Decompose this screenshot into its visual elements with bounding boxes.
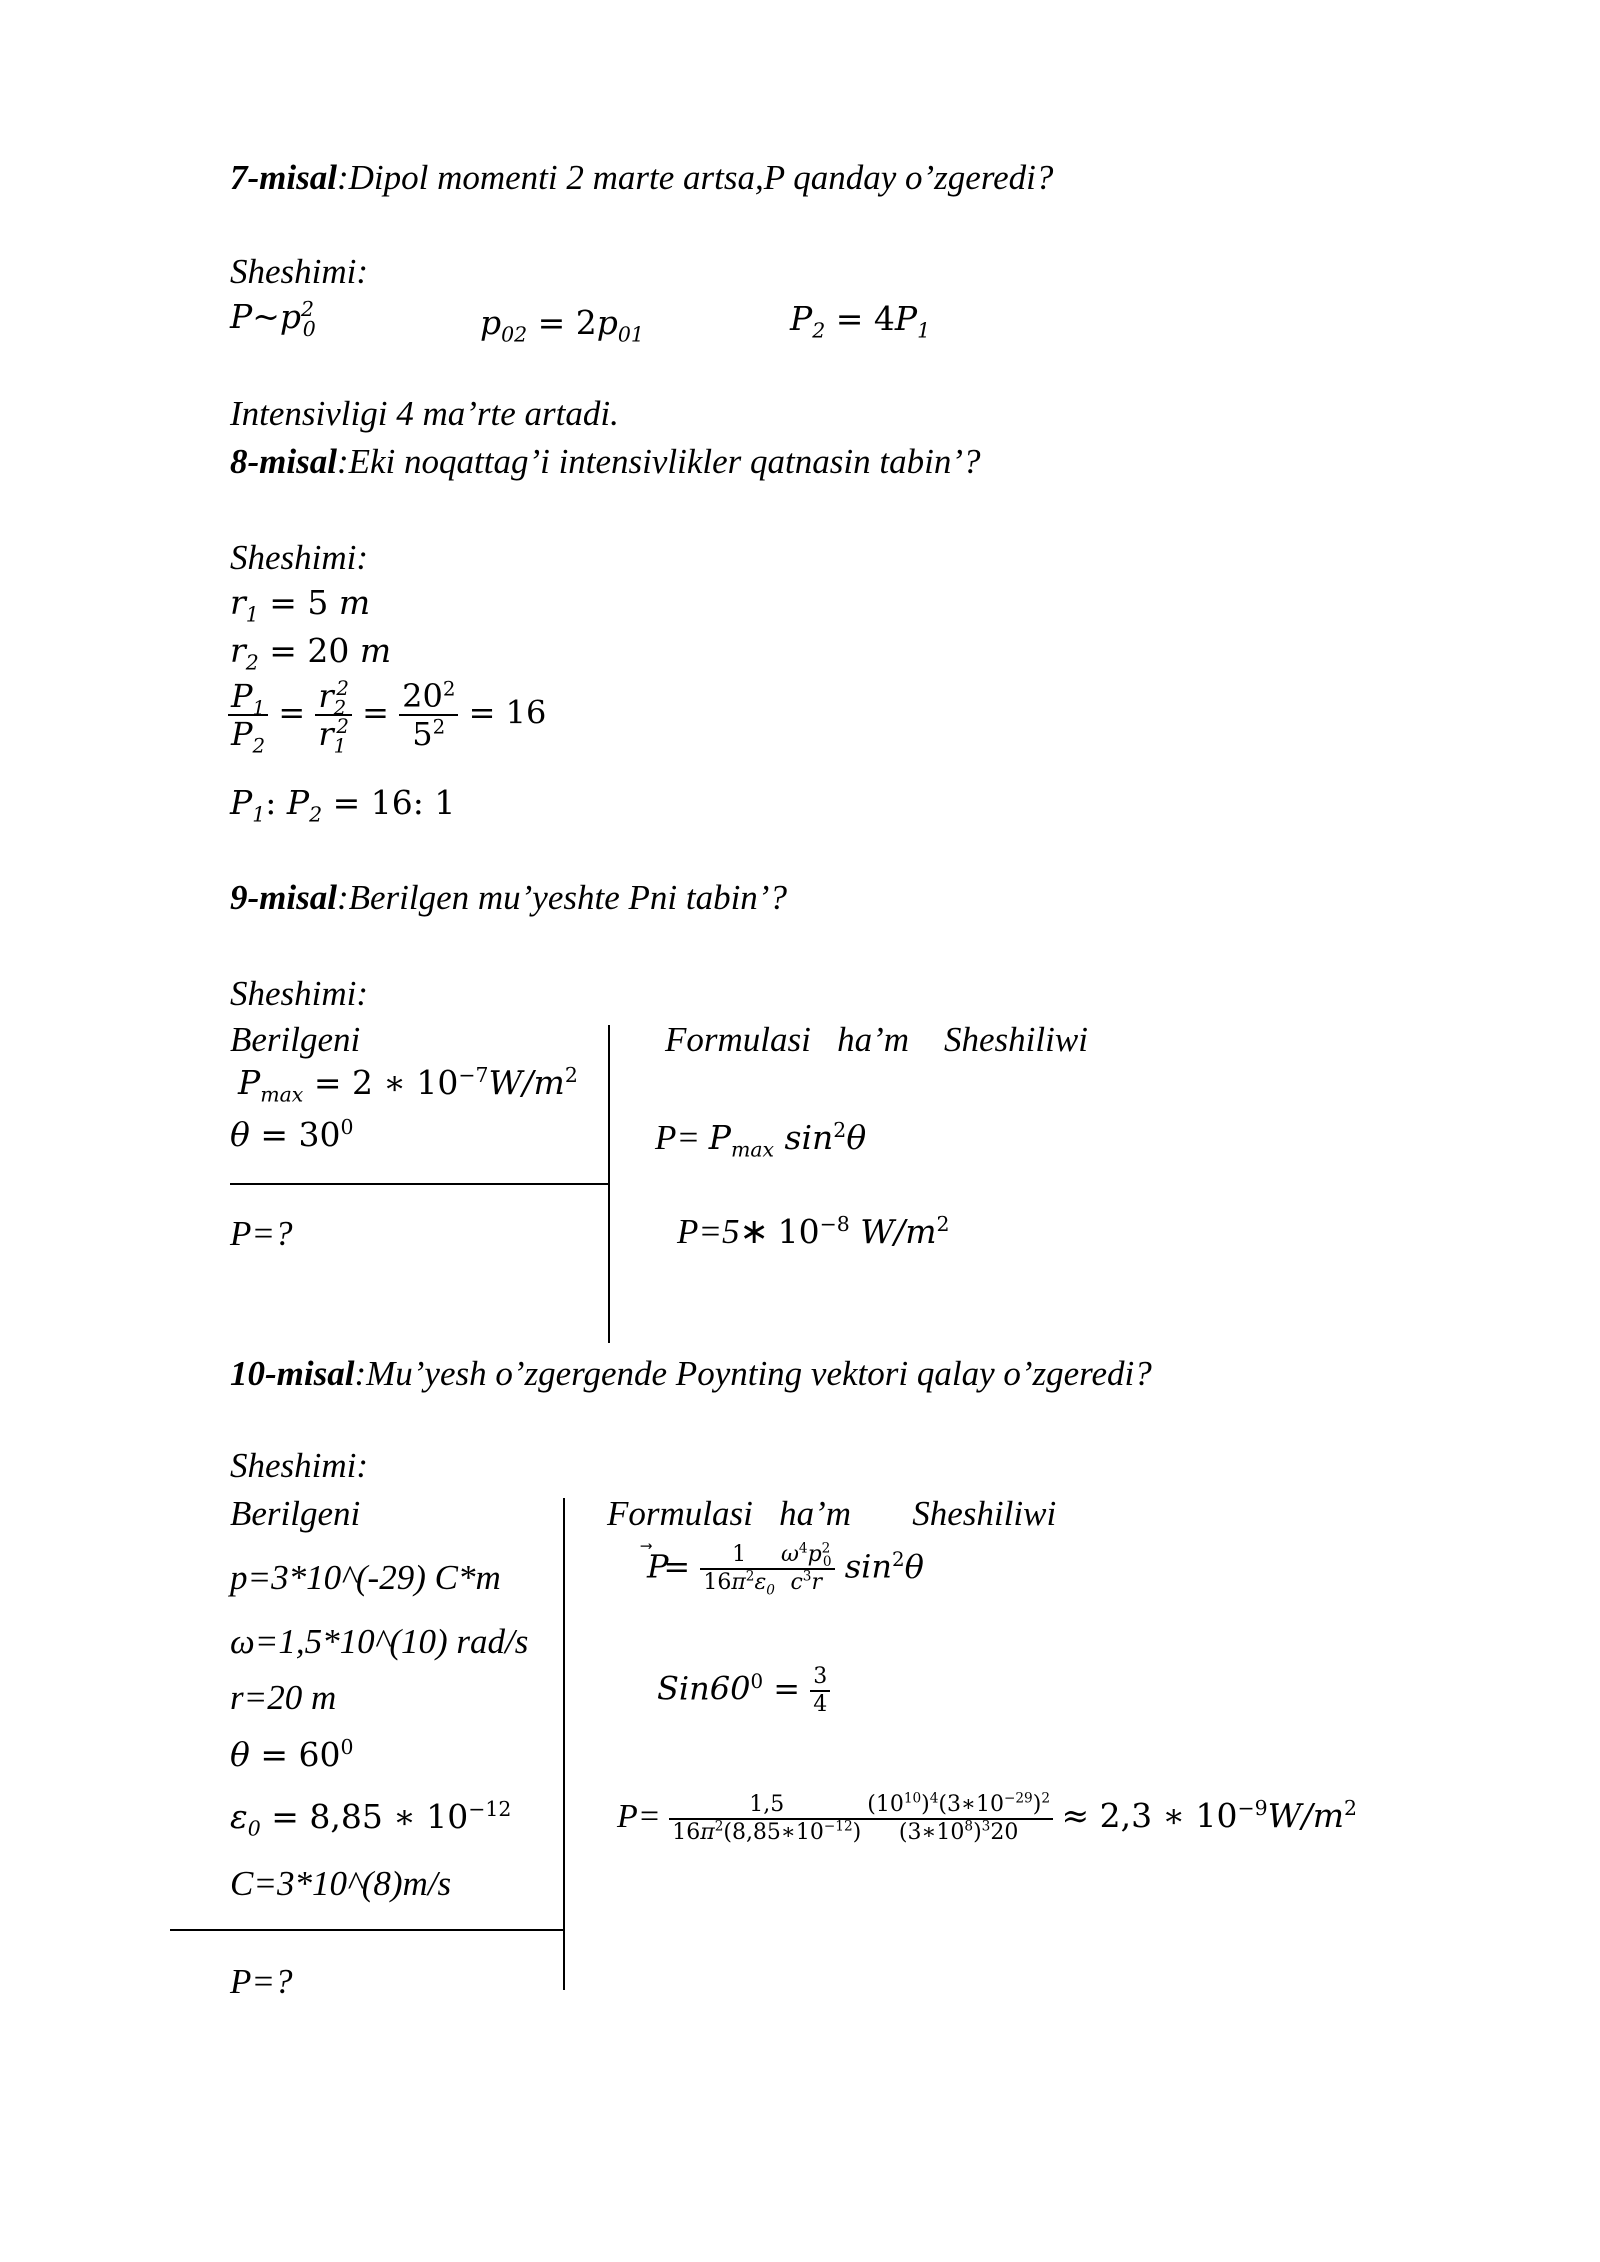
example-10-question: :Mu’yesh o’zgergende Poynting vektori qalay o’zgeredi? [354,1354,1152,1393]
example-9-solution-label: Sheshimi: [230,974,369,1013]
example-7-conclusion: Intensivligi 4 ma’rte artadi. [230,394,619,433]
example-9-heading [230,880,787,915]
example-9-formula-header: Formulasi ha’m Sheshiliwi [665,1020,1088,1059]
example-9-theta: $\theta = 30^0$ [230,1115,354,1154]
example-8-ratio-result: $P_1$: $P_2 = 16$: 1 [230,783,456,827]
example-9-unknown: P=? [230,1214,293,1253]
example-7-question: :Dipol momenti 2 marte artsa,P qanday o’zgeredi? [336,158,1054,197]
example-8-question: :Eki noqattag’i intensivlikler qatnasin tabin’? [336,442,981,481]
example-10-solution-label: Sheshimi: [230,1446,369,1485]
example-9-formula: $P= P_{max}$ $\sin^2\theta$ [655,1118,867,1162]
example-7-solution-label: Sheshimi: [230,252,369,291]
example-10-theta: $\theta = 60^0$ [230,1735,354,1774]
example-10-poynting-formula: P = $\frac{1}{16\pi^2\varepsilon_0}$ $\frac{\omega^4p^2_0}{c^3r}$ $\sin^2\theta$ [647,1540,924,1599]
example-10-p-value: p=3*10^(-29) C*m [230,1558,501,1597]
example-9-question: :Berilgen mu’yeshte Pni tabin’? [336,878,787,917]
example-10-c-value: C=3*10^(8)m/s [230,1864,452,1903]
example-8-r1: $r_1 = 5$ m [230,583,371,627]
fraction-calc-values: $\frac{(10^{10})^4(3∗10^{-29})^2}{(3∗10^8)^320}$ [864,1794,1053,1844]
example-9-label: 9-misal [230,878,337,917]
example-7-dipol-relation: $p_{02} = 2p_{01}$ [480,303,644,347]
fraction-p1-over-p2: $\frac{P_1}{P_2}$ [228,680,268,750]
example-7-heading [230,160,1053,195]
example-8-label: 8-misal [230,442,337,481]
example-10-formula-header: Formulasi ha’m Sheshiliwi [607,1494,1057,1533]
example-8-heading [230,444,980,479]
example-10-heading [230,1356,1152,1391]
example-10-epsilon: $\varepsilon_0 = 8,85$ ∗ $10^{-12}$ [230,1797,512,1841]
example-10-label: 10-misal [230,1354,355,1393]
example-7-proportionality: $P\sim p^2_0$ [230,297,316,341]
fraction-one-over-16pi2eps0: $\frac{1}{16\pi^2\varepsilon_0}$ [700,1544,778,1594]
example-9-horizontal-divider [230,1183,608,1185]
example-9-answer: P=5∗ $10^{-8}$ $W/m^2$ [677,1212,950,1251]
fraction-calc-constant: $\frac{1,5}{16\pi^2(8,85∗10^{-12})}$ [669,1794,864,1844]
example-10-sin60: $Sin60^0$ = $\frac{3}{4}$ [657,1666,830,1716]
fraction-r2sq-over-r1sq: $\frac{r_2^2}{r_1^2}$ [315,680,352,750]
example-10-calculation: P= $\frac{1,5}{16\pi^2(8,85∗10^{-12})}$ $\frac{(10^{10})^4(3∗10^{-29})^2}{(3∗10^8)^320}$ ≈ 2,3 ∗ $10^{-9}W/m^2$ [617,1790,1358,1845]
example-10-omega-value: ω=1,5*10^(10) rad/s [230,1622,529,1661]
example-8-solution-label: Sheshimi: [230,538,369,577]
example-7-label: 7-misal [230,158,337,197]
fraction-20sq-over-5sq: $\frac{20^2}{5^2}$ [399,680,458,750]
example-9-pmax: $P_{max} = 2$ ∗ $10^{-7}W/m^2$ [238,1063,578,1107]
example-8-r2: $r_2 = 20$ m [230,631,392,675]
example-8-ratio-equation: $\frac{P_1}{P_2}$ = $\frac{r_2^2}{r_1^2}$ = $\frac{20^2}{5^2}$ = 16 [228,680,546,750]
fraction-three-quarters: $\frac{3}{4}$ [810,1666,830,1716]
example-10-r-value: r=20 m [230,1678,337,1717]
example-9-vertical-divider [608,1025,610,1343]
example-7-result: $P_2 = 4P_1$ [790,299,931,343]
example-10-vertical-divider [563,1498,565,1990]
example-10-unknown: P=? [230,1962,293,2001]
example-10-horizontal-divider [170,1929,563,1931]
example-9-given-header: Berilgeni [230,1020,361,1059]
fraction-omega4p02-over-c3r: $\frac{\omega^4p^2_0}{c^3r}$ [778,1544,835,1594]
example-10-given-header: Berilgeni [230,1494,361,1533]
